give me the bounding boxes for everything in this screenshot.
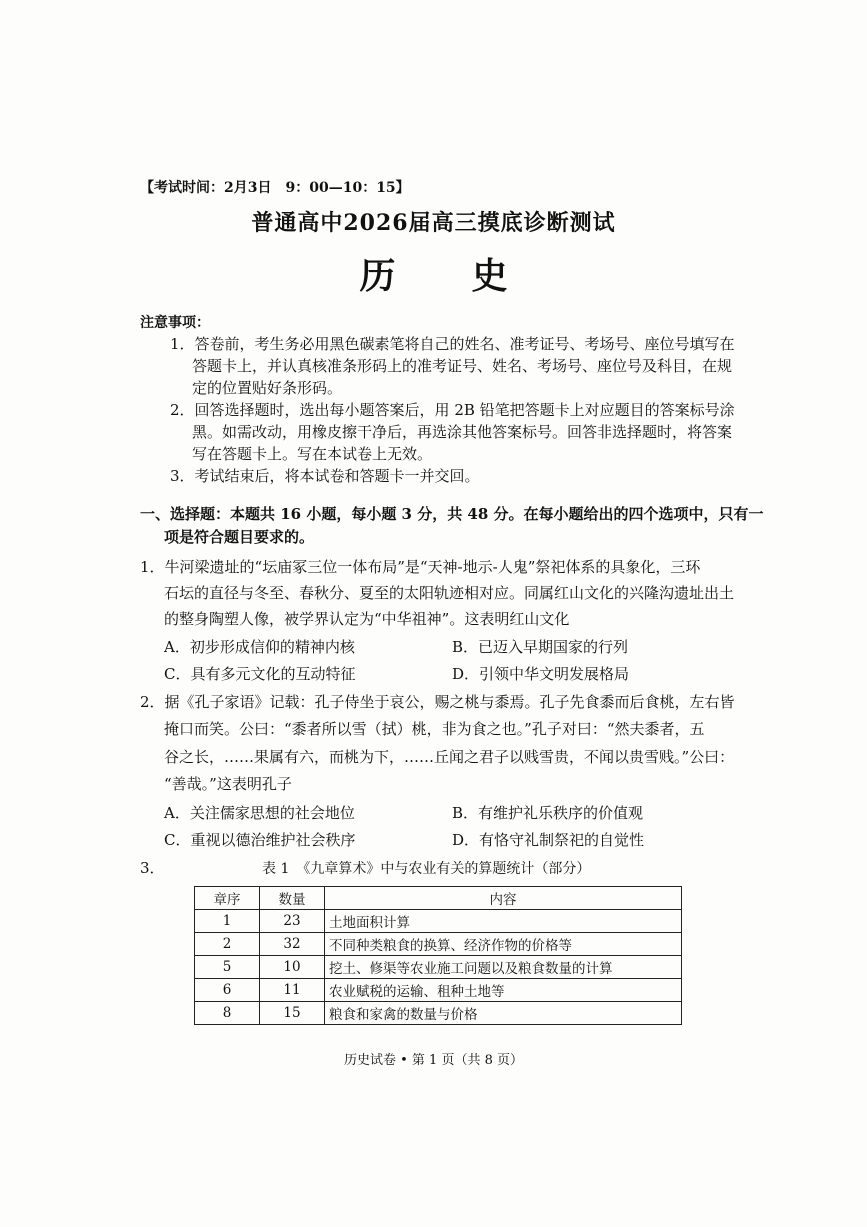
notes-heading: 注意事项： (140, 315, 210, 331)
question-2-line: “善哉。”这表明孔子 (164, 775, 292, 793)
question-1-line: 1．牛河梁遗址的“坛庙冢三位一体布局”是“天神-地示-人鬼”祭祀体系的具象化，三环 (140, 558, 701, 576)
cell-chapter: 5 (195, 956, 260, 979)
q2-option-c: C．重视以德治维护社会秩序 (164, 831, 356, 849)
q2-option-d: D．有恪守礼制祭祀的自觉性 (452, 831, 645, 849)
cell-chapter: 2 (195, 933, 260, 956)
exam-time: 【考试时间：2月3日 9：00—10：15】 (140, 180, 410, 196)
q1-option-c: C．具有多元文化的互动特征 (164, 665, 356, 683)
question-2-line: 谷之长，……果属有六，而桃为下，……丘闻之君子以贱雪贵，不闻以贵雪贱。”公曰： (164, 748, 735, 766)
q1-option-b: B．已迈入早期国家的行列 (452, 638, 629, 656)
cell-content: 不同种类粮食的换算、经济作物的价格等 (325, 933, 682, 956)
notes-line: 3．考试结束后，将本试卷和答题卡一并交回。 (170, 467, 480, 485)
cell-content: 土地面积计算 (325, 910, 682, 933)
table-row (195, 933, 682, 956)
cell-chapter: 8 (195, 1002, 260, 1025)
cell-content: 农业赋税的运输、租种土地等 (325, 979, 682, 1002)
exam-title: 普通高中2026届高三摸底诊断测试 (251, 210, 616, 236)
cell-count: 10 (260, 956, 325, 979)
notes-line: 1．答卷前，考生务必用黑色碳素笔将自己的姓名、准考证号、考场号、座位号填写在 (170, 335, 735, 353)
question-1-line: 的整身陶塑人像，被学界认定为“中华祖神”。这表明红山文化 (164, 610, 570, 628)
cell-chapter: 6 (195, 979, 260, 1002)
agriculture-problems-table (194, 886, 682, 1025)
notes-line: 2．回答选择题时，选出每小题答案后，用 2B 铅笔把答题卡上对应题目的答案标号涂 (170, 401, 735, 419)
question-3-number: 3． (140, 859, 165, 877)
question-2-line: 2．据《孔子家语》记载：孔子侍坐于哀公，赐之桃与黍焉。孔子先食黍而后食桃，左右皆 (140, 693, 735, 711)
table-row (195, 910, 682, 933)
cell-chapter: 1 (195, 910, 260, 933)
question-2-line: 掩口而笑。公曰：“黍者所以雪（拭）桃，非为食之也。”孔子对曰：“然夫黍者，五 (164, 720, 705, 738)
table-header-row (195, 887, 682, 910)
question-1-line: 石坛的直径与冬至、春秋分、夏至的太阳轨迹相对应。同属红山文化的兴隆沟遗址出土 (164, 584, 735, 602)
table-caption: 表 1 《九章算术》中与农业有关的算题统计（部分） (262, 861, 591, 877)
section-heading-cont: 项是符合题目要求的。 (164, 528, 315, 546)
q1-option-d: D．引领中华文明发展格局 (452, 665, 630, 683)
cell-count: 11 (260, 979, 325, 1002)
section-heading: 一、选择题：本题共 16 小题，每小题 3 分，共 48 分。在每小题给出的四个选项中，只有一 (140, 505, 764, 523)
table-row (195, 979, 682, 1002)
subject-title: 历 史 (359, 255, 528, 297)
notes-line: 定的位置贴好条形码。 (192, 379, 343, 397)
table-row (195, 956, 682, 979)
notes-line: 答题卡上，并认真核准条形码上的准考证号、姓名、考场号、座位号及科目，在规 (192, 357, 733, 375)
cell-content: 挖土、修渠等农业施工问题以及粮食数量的计算 (325, 956, 682, 979)
header-chapter: 章序 (195, 887, 260, 910)
header-content: 内容 (325, 887, 682, 910)
notes-line: 写在答题卡上。写在本试卷上无效。 (192, 445, 433, 463)
q2-option-b: B．有维护礼乐秩序的价值观 (452, 804, 644, 822)
cell-count: 15 (260, 1002, 325, 1025)
q1-option-a: A．初步形成信仰的精神内核 (164, 638, 355, 656)
notes-line: 黑。如需改动，用橡皮擦干净后，再选涂其他答案标号。回答非选择题时，将答案 (192, 423, 733, 441)
q2-option-a: A．关注儒家思想的社会地位 (164, 804, 355, 822)
table-row (195, 1002, 682, 1025)
cell-count: 23 (260, 910, 325, 933)
header-count: 数量 (260, 887, 325, 910)
page-footer: 历史试卷 • 第 1 页（共 8 页） (343, 1053, 523, 1068)
cell-content: 粮食和家禽的数量与价格 (325, 1002, 682, 1025)
cell-count: 32 (260, 933, 325, 956)
